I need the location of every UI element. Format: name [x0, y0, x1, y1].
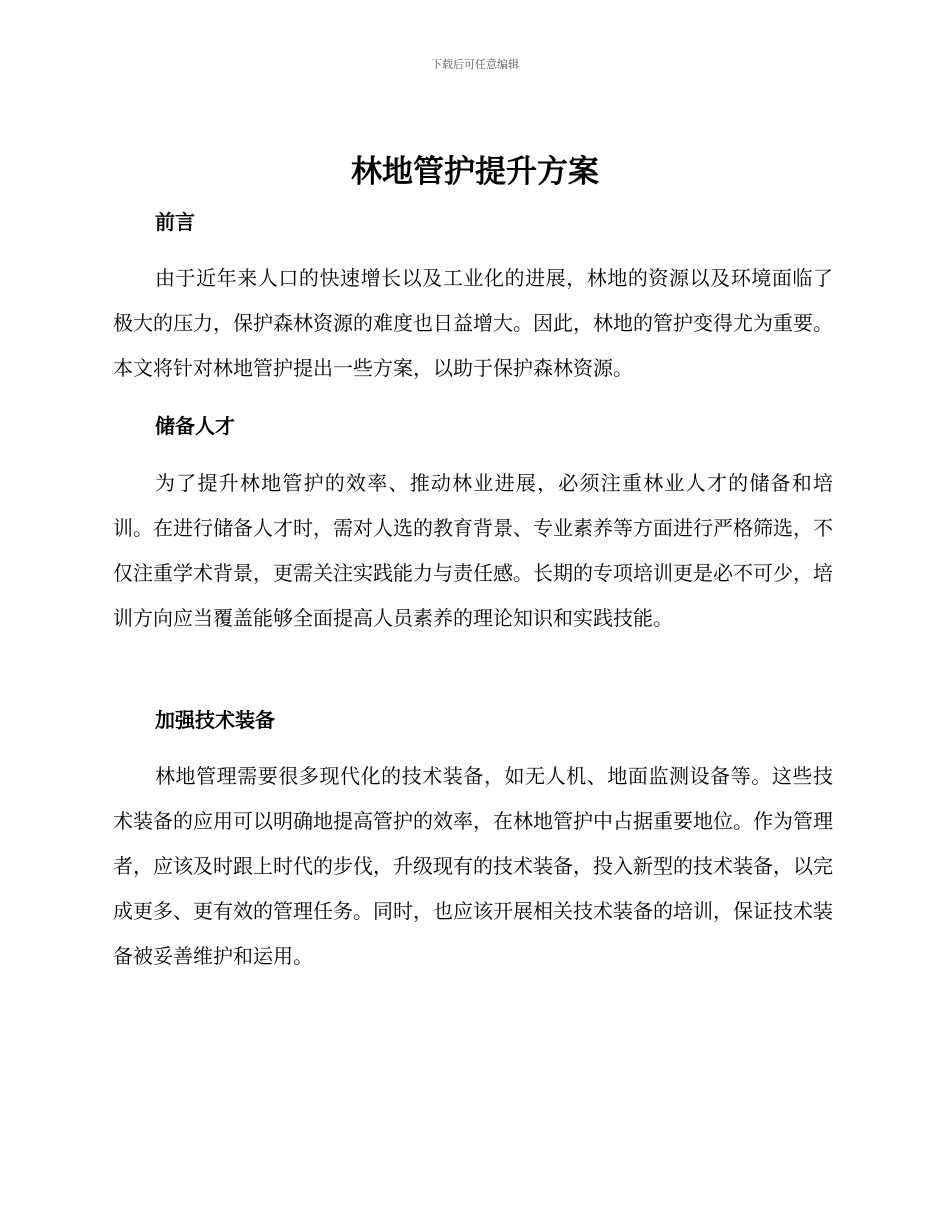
section-paragraph-talent-reserve: 为了提升林地管护的效率、推动林业进展，必须注重林业人才的储备和培训。在进行储备人才时，需对人选的教育背景、专业素养等方面进行严格筛选，不仅注重学术背景，更需关注实践能力与责任感。长期的专项培训更是必不可少，培训方向应当覆盖能够全面提高人员素养的理论知识和实践技能。	[113, 471, 833, 630]
section-heading-technical-equipment: 加强技术装备	[155, 708, 275, 732]
header-note: 下载后可任意编辑	[431, 58, 519, 71]
section-heading-talent-reserve: 储备人才	[155, 414, 235, 438]
document-title: 林地管护提升方案	[351, 154, 599, 190]
section-paragraph-preface: 由于近年来人口的快速增长以及工业化的进展，林地的资源以及环境面临了极大的压力，保护森林资源的难度也日益增大。因此，林地的管护变得尤为重要。本文将针对林地管护提出一些方案，以助于保护森林资源。	[113, 266, 833, 380]
section-paragraph-technical-equipment: 林地管理需要很多现代化的技术装备，如无人机、地面监测设备等。这些技术装备的应用可以明确地提高管护的效率，在林地管护中占据重要地位。作为管理者，应该及时跟上时代的步伐，升级现有的技术装备，投入新型的技术装备，以完成更多、更有效的管理任务。同时，也应该开展相关技术装备的培训，保证技术装备被妥善维护和运用。	[113, 764, 833, 968]
section-heading-preface: 前言	[155, 210, 195, 234]
